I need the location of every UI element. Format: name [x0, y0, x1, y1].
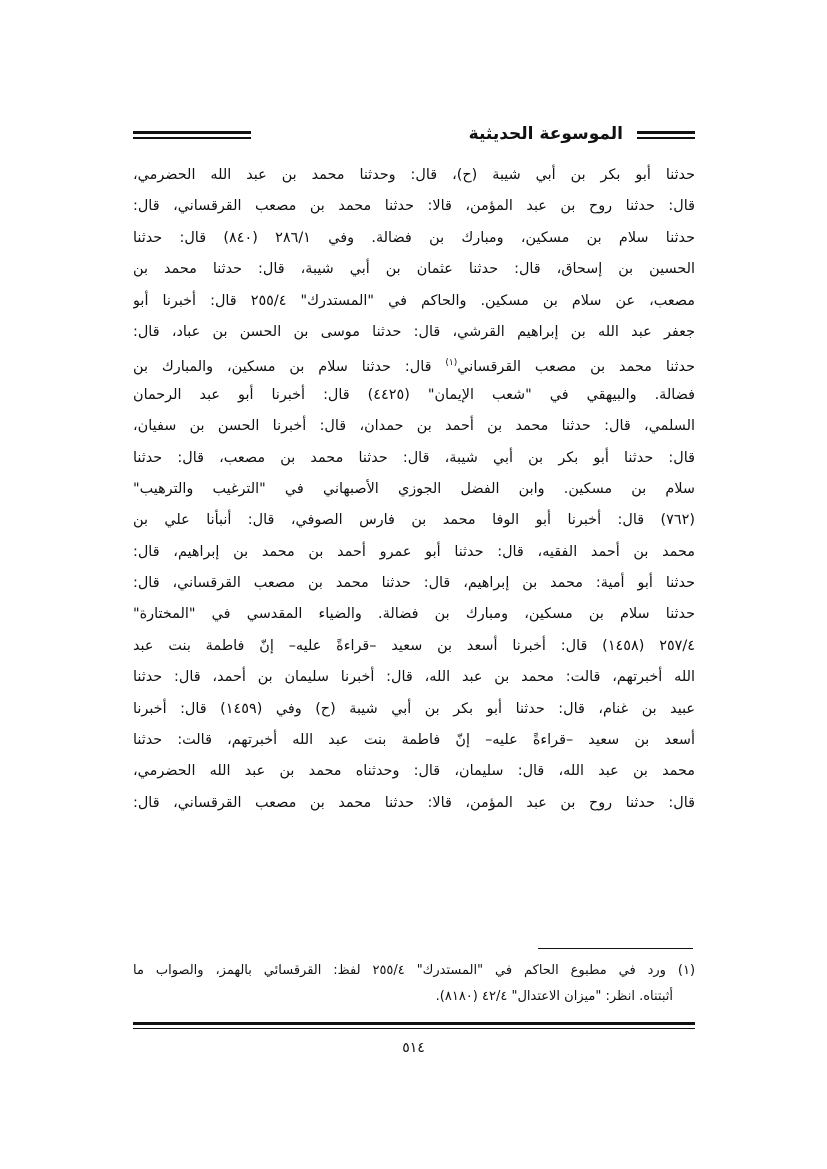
- footnote-marker[interactable]: (١): [445, 358, 458, 369]
- header-rule-left: [133, 131, 251, 139]
- text-line: السلمي، قال: حدثنا محمد بن أحمد بن حمدان، قال: أخبرنا الحسن بن سفيان،: [133, 418, 695, 435]
- running-header: [133, 120, 695, 160]
- text-line: قال: حدثنا روح بن عبد المؤمن، قالا: حدثنا محمد بن مصعب القرقساني، قال:: [133, 794, 695, 811]
- footer-rule-thick: [133, 1022, 695, 1025]
- text-line: حدثنا سلام بن مسكين، ومبارك بن فضالة. والضياء المقدسي في "المختارة": [133, 606, 695, 623]
- text-segment: قال: حدثنا سلام بن مسكين، والمبارك بن: [133, 359, 432, 376]
- footnote-line: (١) ورد في مطبوع الحاكم في "المستدرك" ٢٥٥/٤ لفظ: القرقسائي بالهمز، والصواب ما: [133, 963, 695, 978]
- text-line: سلام بن مسكين. وابن الفضل الجوزي الأصبهاني في "الترغيب والترهيب": [133, 480, 695, 497]
- text-line: قال: حدثنا روح بن عبد المؤمن، قالا: حدثنا محمد بن مصعب القرقساني، قال:: [133, 198, 695, 215]
- text-line: [133, 348, 695, 379]
- text-line: محمد بن أحمد الفقيه، قال: حدثنا أبو عمرو أحمد بن محمد بن إبراهيم، قال:: [133, 543, 695, 560]
- footnote-separator: [538, 948, 693, 949]
- page-number: ٥١٤: [402, 1040, 425, 1056]
- text-line: ٢٥٧/٤ (١٤٥٨) قال: أخبرنا أسعد بن سعيد –قراءةً عليه– إنّ فاطمة بنت عبد: [133, 637, 695, 654]
- header-title: الموسوعة الحديثية: [457, 120, 635, 148]
- footnotes: [133, 958, 695, 1010]
- text-line: الحسين بن إسحاق، قال: حدثنا عثمان بن أبي شيبة، قال: حدثنا محمد بن: [133, 261, 695, 278]
- text-line: حدثنا سلام بن مسكين، ومبارك بن فضالة. وفي ٢٨٦/١ (٨٤٠) قال: حدثنا: [133, 229, 695, 246]
- text-line: الله أخبرتهم، قالت: محمد بن عبد الله، قال: أخبرنا سليمان بن أحمد، قال: حدثنا: [133, 669, 695, 686]
- text-line: حدثنا أبو بكر بن أبي شيبة (ح)، قال: وحدثنا محمد بن عبد الله الحضرمي،: [133, 167, 695, 183]
- text-line: جعفر عبد الله بن إبراهيم القرشي، قال: حدثنا موسى بن الحسن بن عباد، قال:: [133, 323, 695, 340]
- text-line: مصعب، عن سلام بن مسكين. والحاكم في "المستدرك" ٢٥٥/٤ قال: أخبرنا أبو: [133, 292, 695, 309]
- text-line: محمد بن عبد الله، قال: سليمان، قال: وحدثناه محمد بن عبد الله الحضرمي،: [133, 763, 695, 780]
- footnote-line: أثبتناه. انظر: "ميزان الاعتدال" ٤٢/٤ (٨١٨٠).: [435, 989, 673, 1004]
- text-line: عبيد بن غنام، قال: حدثنا أبو بكر بن أبي شيبة (ح) وفي (١٤٥٩) قال: أخبرنا: [133, 700, 695, 717]
- header-rule-right: [637, 131, 695, 139]
- footer-rule-thin: [133, 1028, 695, 1029]
- text-line: قال: حدثنا أبو بكر بن أبي شيبة، قال: حدثنا محمد بن مصعب، قال: حدثنا: [133, 449, 695, 466]
- text-line: فضالة. والبيهقي في "شعب الإيمان" (٤٤٢٥) قال: أخبرنا أبو عبد الرحمان: [133, 386, 695, 403]
- main-text: [133, 160, 695, 819]
- text-line: حدثنا أبو أمية: محمد بن إبراهيم، قال: حدثنا محمد بن مصعب القرقساني، قال:: [133, 575, 695, 592]
- text-segment: حدثنا محمد بن مصعب القرقساني: [457, 359, 695, 376]
- text-line: (٧٦٢) قال: أخبرنا أبو الوفا محمد بن فارس الصوفي، قال: أنبأنا علي بن: [133, 512, 695, 529]
- text-line: أسعد بن سعيد –قراءةً عليه– إنّ فاطمة بنت عبد الله أخبرتهم، قالت: حدثنا: [133, 732, 695, 749]
